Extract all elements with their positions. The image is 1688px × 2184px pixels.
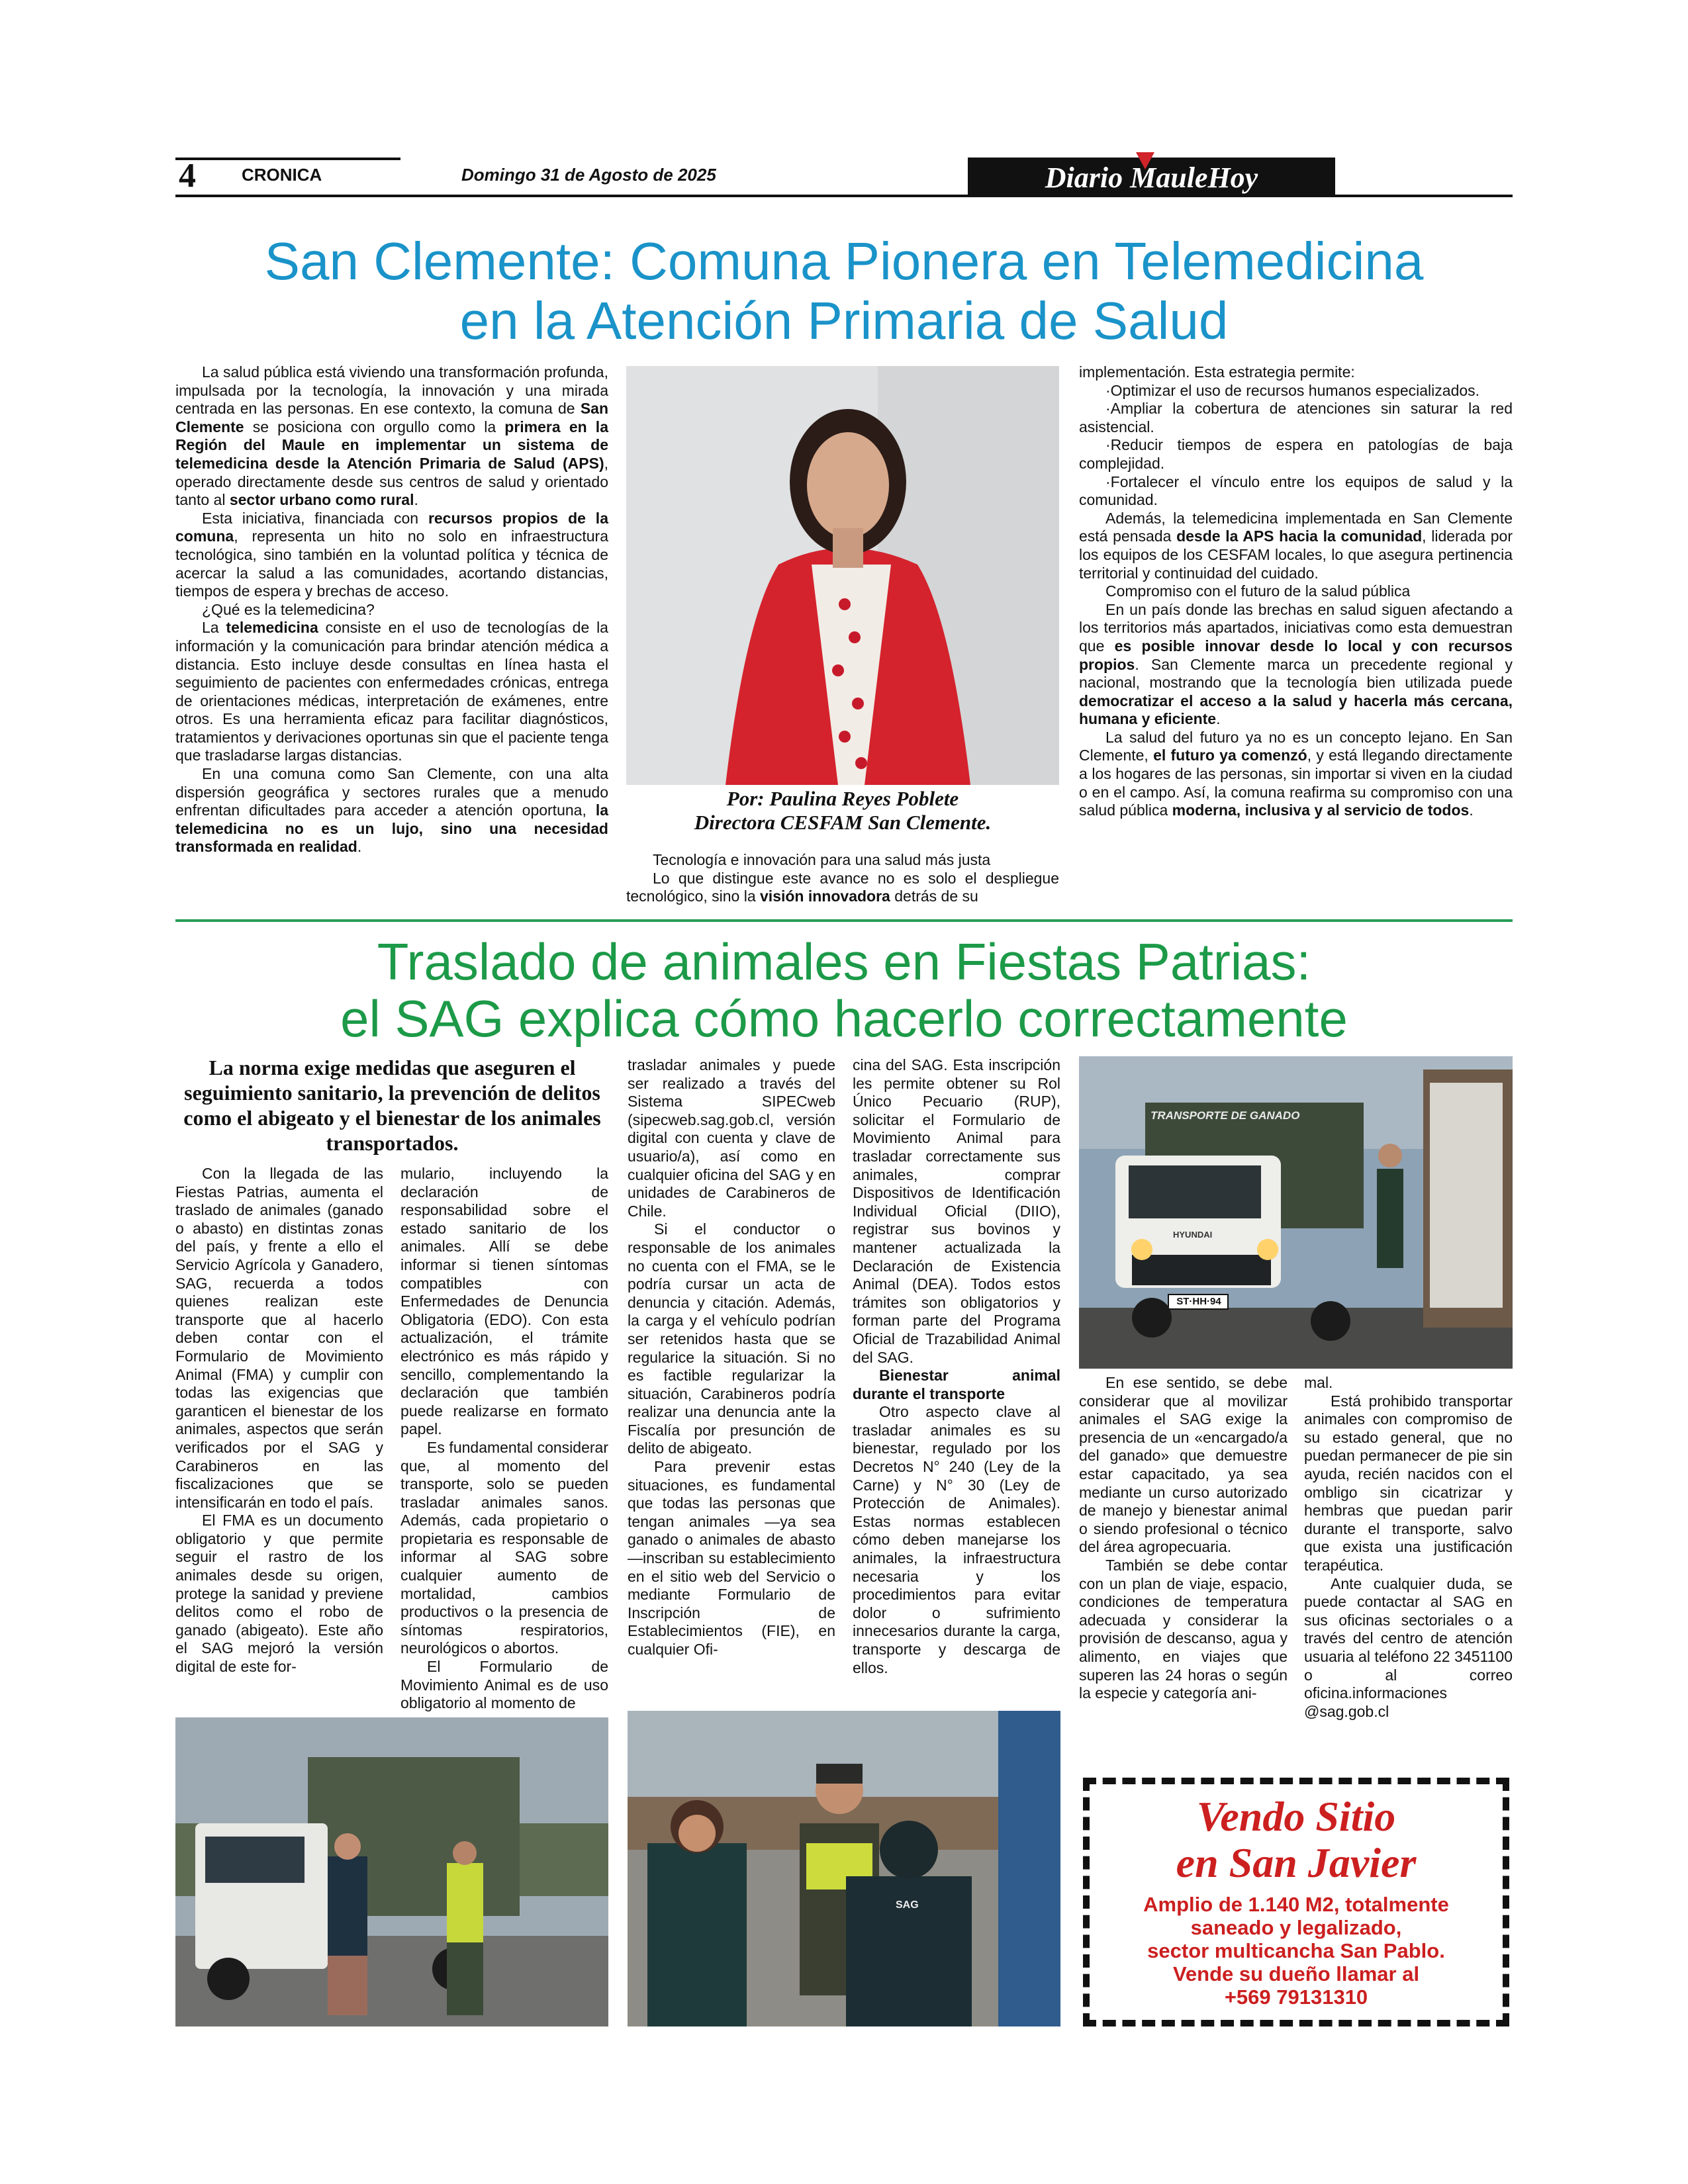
text: Ante cualquier duda, se puede contactar al SAG en sus oficinas sectoriales o a través del centro de atención usuaria al teléfono 22 3451100 o al correo oficina.informaciones @sag.gob.cl (1304, 1574, 1513, 1720)
text: En una comuna como San Clemente, con una alta dispersión geográfica y sectores rurales que a menudo enfrentan dificultades para acceder a atención oportuna, (175, 765, 608, 819)
text: Si el conductor o responsable de los animales no cuenta con el FMA, se le podría cursar un acta de denuncia y citación. Además, la carga y el vehículo podrían ser retenidos hasta que se regularice la situación. Si no es factible regularizar la situación, Carabineros podría realizar una denuncia ante la Fiscalía por presunción de delito de abigeato. (628, 1220, 835, 1457)
text: Con la llegada de las Fiestas Patrias, aumenta el traslado de animales (ganado o abasto) en distintas zonas del país, y frente a ello el Servicio Agrícola y Ganadero, SAG, recuerda a todos quienes realizan este transporte que al hacerlo deben contar con el Formulario de Movimiento Animal (FMA) y cumplir con todas las exigencias que garanticen el bienestar de los animales, aspectos que serán verificados por el SAG y Carabineros en las fiscalizaciones que se intensificarán en todo el país. (175, 1165, 383, 1511)
byline-role: Directora CESFAM San Clemente. (694, 811, 992, 834)
paragraph (1079, 400, 1513, 436)
article2-column-4 (853, 1056, 1060, 1677)
article1-column-1 (175, 363, 608, 856)
author-portrait-photo (626, 366, 1059, 785)
paragraph (175, 363, 608, 510)
bold-text: democratizar el acceso a la salud y hacerla más cercana, humana y eficiente (1079, 692, 1513, 728)
text: . San Clemente marca un precedente regional y nacional, mostrando que la tecnología bien utilizada puede (1079, 655, 1513, 692)
paragraph (1304, 1575, 1513, 1721)
text: Es fundamental considerar que, al momento del transporte, solo se pueden trasladar animales sanos. Además, cada propietario o propietaria es responsable de informar al SAG sobre cualquier aumento de mortalidad, cambios productivos o la presencia de síntomas respiratorios, neurológicos o abortos. (400, 1438, 608, 1657)
text: Para prevenir estas situaciones, es fundamental que todas las personas que tengan animales —ya sea ganado o animales de abasto—inscriban su establecimiento en el sitio web del Servicio o mediante Formulario de Inscripción de Establecimientos (FIE), en cualquier Ofi- (628, 1458, 835, 1658)
article1-column-2-continued (626, 851, 1059, 906)
text: detrás de su (890, 887, 978, 905)
text: trasladar animales y puede ser realizado a través del Sistema SIPECweb (sipecweb.sag.gob.cl, versión digital con cuenta y clave de usuario/a), así como en cualquier oficina del SAG y en unidades de Carabineros de Chile. (628, 1056, 835, 1220)
transport-truck-image (1079, 1056, 1513, 1369)
photo-byline (626, 787, 1059, 835)
text: En ese sentido, se debe considerar que al movilizar animales el SAG exige la presencia de un «encargado/a del ganado» que demuestre estar capacitado, ya sea mediante un curso autorizado de manejo y bienestar animal o siendo profesional o técnico del área agropecuaria. (1079, 1374, 1288, 1556)
ad-line-1: Amplio de 1.140 M2, totalmente (1143, 1893, 1449, 1916)
ad-line-2: saneado y legalizado, (1190, 1916, 1402, 1939)
paragraph (1079, 363, 1513, 382)
paragraph (1304, 1392, 1513, 1575)
article1-column-3 (1079, 363, 1513, 820)
ad-line-3: sector multicancha San Pablo. (1147, 1939, 1445, 1962)
paragraph (175, 601, 608, 619)
paragraph (1079, 510, 1513, 582)
text: El Formulario de Movimiento Animal es de uso obligatorio al momento de (400, 1658, 608, 1712)
text: Otro aspecto clave al trasladar animales es su bienestar, regulado por los Decretos N° 240 (Ley de la Carne) y N° 30 (Ley de Protección de Animales). Estas normas establecen cómo deben manejarse los animales, la infraestructura necesaria y los procedimientos para evitar dolor o sufrimiento innecesarios durante la carga, transporte y descarga de ellos. (853, 1403, 1060, 1676)
bold-text: desde la APS hacia la comunidad (1176, 527, 1423, 545)
paragraph (175, 765, 608, 856)
text: La salud pública está viviendo una transformación profunda, impulsada por la tecnología, la innovación y una mirada centrada en las personas. En ese contexto, la comuna de (175, 363, 608, 418)
text: En un país donde las brechas en salud siguen afectando a los territorios más apartados, iniciativas como esta demuestran que (1079, 600, 1513, 655)
section-name: CRONICA (242, 165, 322, 185)
article1-title-line2: en la Atención Primaria de Salud (459, 291, 1229, 350)
text: . (357, 838, 362, 856)
ad-title-line1: Vendo Sitio (1196, 1793, 1396, 1840)
ad-title (1090, 1794, 1503, 1886)
text: ·Reducir tiempos de espera en patologías de baja complejidad. (1079, 436, 1513, 472)
text: ·Optimizar el uso de recursos humanos especializados. (1105, 381, 1480, 399)
text: ·Fortalecer el vínculo entre los equipos de salud y la comunidad. (1079, 473, 1513, 509)
paragraph (1079, 601, 1513, 729)
text: Además, la telemedicina implementada en San Clemente está pensada (1079, 509, 1513, 545)
bold-text: San Clemente (175, 400, 608, 435)
paragraph (175, 1512, 383, 1676)
article2-column-3 (628, 1056, 835, 1659)
text: Está prohibido transportar animales con compromiso de su estado general, que no puedan permanecer de pie sin ayuda, recién nacidos con el ombligo sin cicatrizar y hembras que puedan parir durante el transporte, salvo que exista una justificación terapéutica. (1304, 1392, 1513, 1574)
bold-text: telemedicina (226, 619, 318, 637)
text: implementación. Esta estrategia permite: (1079, 363, 1355, 381)
text: También se debe contar con un plan de viaje, espacio, condiciones de temperatura adecuada y considerar la provisión de descanso, agua y alimento, en viajes que superen las 24 horas o según la especie y categoría ani- (1079, 1556, 1288, 1702)
transport-truck-photo (1079, 1056, 1513, 1369)
text: Esta iniciativa, financiada con (202, 509, 428, 527)
paragraph (1079, 1374, 1288, 1557)
bold-text: moderna, inclusiva y al servicio de todos (1172, 801, 1470, 819)
text: ¿Qué es la telemedicina? (202, 600, 375, 618)
article1-title (175, 232, 1513, 351)
text: . (1216, 710, 1221, 728)
text: , y está llegando directamente a los hogares de las personas, sin importar si viven en la ciudad o en el campo. Así, la comuna reafirma su compromiso con una salud pública (1079, 747, 1513, 819)
ad-title-line2: en San Javier (1176, 1839, 1417, 1886)
masthead-title: Diario MauleHoy (1045, 161, 1258, 194)
truck-brand: HYUNDAI (1173, 1230, 1213, 1240)
text: , operado directamente desde sus centros de salud y orientado tanto al (175, 454, 608, 509)
text: ·Ampliar la cobertura de atenciones sin saturar la red asistencial. (1079, 400, 1513, 435)
text: mal. (1304, 1374, 1333, 1391)
author-portrait-image (626, 366, 1059, 785)
sag-officers-image (628, 1711, 1060, 2026)
text: Tecnología e innovación para una salud más justa (653, 851, 991, 868)
text: El FMA es un documento obligatorio y que permite seguir el rastro de los animales desde su origen, protege la sanidad y previene delitos como el robo de ganado (abigeato). Este año el SAG mejoró la versión digital de este for- (175, 1512, 383, 1676)
page-number: 4 (179, 157, 196, 195)
paragraph (628, 1220, 835, 1458)
ad-phone: +569 79131310 (1224, 1985, 1368, 2009)
bold-text: Bienestar animal durante el transporte (853, 1367, 1060, 1402)
article2-column-2 (400, 1165, 608, 1713)
paragraph (1079, 1557, 1288, 1703)
sag-vest-label: SAG (896, 1899, 919, 1911)
text: . (414, 491, 418, 509)
paragraph (400, 1658, 608, 1713)
text: , liderada por los equipos de los CESFAM locales, lo que asegura pertinencia territorial y continuidad del cuidado. (1079, 527, 1513, 582)
text: cina del SAG. Esta inscripción les permite obtener su Rol Único Pecuario (RUP), solicitar el Formulario de Movimiento Animal para trasladar correctamente sus animales, comprar Dispositivos de Identificación Individual Oficial (DIIO), registrar sus bovinos y mantener actualizada la Declaración de Existencia Animal (DEA). Todos estos trámites son obligatorios y forman parte del Programa Oficial de Trazabilidad Animal del SAG. (853, 1056, 1060, 1366)
text: . (1469, 801, 1474, 819)
ad-line-4: Vende su dueño llamar al (1172, 1962, 1420, 1985)
article2-column-5 (1079, 1374, 1288, 1703)
truck-sign: TRANSPORTE DE GANADO (1150, 1109, 1300, 1122)
paragraph (400, 1439, 608, 1658)
section-divider-rule (175, 919, 1513, 922)
text: consiste en el uso de tecnologías de la información y la comunicación para brindar atención médica a distancia. Esto incluye desde consultas en línea hasta el seguimiento de pacientes con enfermedades crónicas, entrega de orientaciones médicas, interpretación de exámenes, entre otros. Es una herramienta eficaz para facilitar diagnósticos, tratamientos y derivaciones oportunas sin que el paciente tenga que trasladarse largas distancias. (175, 619, 608, 764)
paragraph (1079, 382, 1513, 400)
bold-text: recursos propios de la comuna (175, 509, 608, 545)
article2-title-line2: el SAG explica cómo hacerlo correctamente (340, 989, 1348, 1048)
bold-text: sector urbano como rural (229, 491, 414, 509)
article1-title-line1: San Clemente: Comuna Pionera en Telemedicina (264, 232, 1424, 291)
paragraph (853, 1403, 1060, 1677)
paragraph (1079, 473, 1513, 510)
text: se posiciona con orgullo como la (244, 418, 505, 435)
paragraph (1079, 582, 1513, 601)
header-number-rule (175, 158, 400, 160)
paragraph (1079, 729, 1513, 820)
paragraph (1304, 1374, 1513, 1392)
text: La (202, 619, 226, 637)
inspection-truck-image (175, 1717, 608, 2026)
bold-text: visión innovadora (760, 887, 890, 905)
text: , representa un hito no solo en infraestructura tecnológica, sino también en la voluntad política y técnica de acercar la salud a las comunidades, acortando distancias, tiempos de espera y brechas de acceso. (175, 527, 608, 600)
article2-title (175, 933, 1513, 1047)
bold-text: es posible innovar desde lo local y con recursos propios (1079, 637, 1513, 673)
bold-text: la telemedicina no es un lujo, sino una necesidad transformada en realidad (175, 801, 608, 856)
text: Lo que distingue este avance no es solo el despliegue tecnológico, sino la (626, 869, 1059, 905)
paragraph (400, 1165, 608, 1439)
paragraph (175, 1165, 383, 1512)
sag-officers-photo (628, 1711, 1060, 2026)
article2-column-6 (1304, 1374, 1513, 1721)
paragraph (626, 851, 1059, 870)
text: mulario, incluyendo la declaración de responsabilidad sobre el estado sanitario de los animales. Allí se debe informar si tienen síntomas compatibles con Enfermedades de Denuncia Obligatoria (EDO). Con esta actualización, el trámite electrónico es más rápido y sencillo, complementando la declaración que también puede realizarse en formato papel. (400, 1165, 608, 1438)
byline-author: Por: Paulina Reyes Poblete (726, 787, 959, 810)
issue-date: Domingo 31 de Agosto de 2025 (461, 165, 716, 185)
license-plate: ST·HH·94 (1176, 1296, 1221, 1307)
bold-text: primera en la Región del Maule en implementar un sistema de telemedicina desde la Atención Primaria de Salud (APS) (175, 418, 608, 472)
ad-body (1090, 1893, 1503, 2009)
classified-ad (1083, 1778, 1509, 2026)
paragraph (853, 1367, 1060, 1403)
article2-lead: La norma exige medidas que aseguren el seguimiento sanitario, la prevención de delitos como el abigeato y el bienestar de los animales transportados. (183, 1056, 601, 1155)
paragraph (628, 1056, 835, 1220)
paragraph (628, 1458, 835, 1659)
masthead (968, 158, 1335, 196)
text: La salud del futuro ya no es un concepto lejano. En San Clemente, (1079, 728, 1513, 764)
paragraph (626, 870, 1059, 906)
paragraph (853, 1056, 1060, 1367)
paragraph (175, 510, 608, 601)
paragraph (1079, 436, 1513, 473)
article2-column-1 (175, 1165, 383, 1676)
paragraph (175, 619, 608, 765)
article2-title-line1: Traslado de animales en Fiestas Patrias: (377, 933, 1311, 991)
text: Compromiso con el futuro de la salud pública (1105, 582, 1411, 600)
bold-text: el futuro ya comenzó (1153, 747, 1307, 764)
inspection-truck-photo (175, 1717, 608, 2026)
